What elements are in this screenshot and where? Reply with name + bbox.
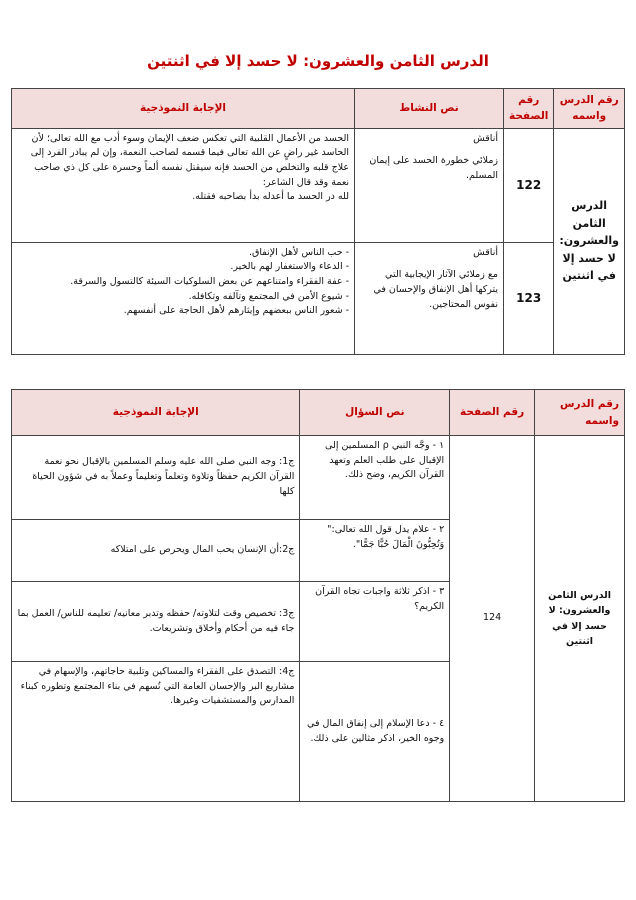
table-row [12, 128, 625, 242]
header-page: رقم الصفحة [504, 89, 554, 129]
list-item: - الدعاء والاستغفار لهم بالخير. [17, 260, 349, 275]
answer-cell [12, 128, 355, 242]
page-title: الدرس الثامن والعشرون: لا حسد إلا في اثنتين [147, 52, 489, 70]
activity-cell [355, 242, 504, 354]
activity-head: أناقش [473, 246, 498, 258]
header-question: نص السؤال [300, 390, 450, 436]
page-cell: 124 [450, 436, 535, 802]
answer-cell [12, 242, 355, 354]
lesson-cell: الدرس الثامن والعشرون: لا حسد إلا في اثنتين [554, 128, 625, 354]
page-cell: 123 [504, 242, 554, 354]
question-cell: ٤ - دعا الإسلام إلى إنفاق المال في وجوه الخير، اذكر مثالين على ذلك. [300, 662, 450, 802]
activity-head: أناقش [473, 132, 498, 144]
answer-cell: ج1: وجه النبي صلى الله عليه وسلم المسلمين بالإقبال نحو نعمة القرآن الكريم حفظاً وتلاوة وتعلماً وتعليماً وعملاً به في شؤون الحياة كلها [12, 436, 300, 520]
question-cell: ٢ - علام يدل قول الله تعالى:" وَتُحِبُّونَ الْمَالَ حُبًّا جَمًّا". [300, 520, 450, 582]
activities-table [11, 88, 625, 355]
header-answer: الإجابة النموذجية [12, 89, 355, 129]
answer-verse: لله در الحسد ما أعدله بدأ بصاحبه فقتله. [192, 191, 350, 203]
answer-list [17, 246, 349, 320]
answer-text: الحسد من الأعمال القلبية التي تعكس ضعف الإيمان وسوء أدب مع الله تعالى؛ لأن الحاسد غير راضٍ عن الله تعالى فيما قسمه لصاحب النعمة، وإن لم يبادر الفرد إلى علاج قلبه والتخلص من الحسد فإنه سيقتل نفسه ألماً وحسرة على كل ذي صاحب نعمة وقد قال الشاعر: [30, 132, 350, 188]
header-answer: الإجابة النموذجية [12, 390, 300, 436]
table-row [12, 436, 625, 520]
activity-text: زملائي خطورة الحسد على إيمان المسلم. [369, 155, 498, 181]
header-page: رقم الصفحة [450, 390, 535, 436]
table-header-row [12, 89, 625, 129]
table-row [12, 242, 625, 354]
answer-cell: ج2:أن الإنسان يحب المال ويحرص على امتلاكه [12, 520, 300, 582]
answer-cell: ج3: تخصيص وقت لتلاوته/ حفظه وتدبر معانيه/ تعليمه للناس/ العمل بما جاء فيه من أحكام وأخلاق وتشريعات. [12, 582, 300, 662]
table-header-row [12, 390, 625, 436]
questions-table [11, 389, 625, 802]
list-item: - حب الناس لأهل الإنفاق. [17, 246, 349, 261]
list-item: - شعور الناس ببعضهم وإيثارهم لأهل الحاجة على أنفسهم. [17, 304, 349, 319]
question-cell: ١ - وجَّه النبي ρ المسلمين إلى الإقبال على طلب العلم وتعهد القرآن الكريم، وضح ذلك. [300, 436, 450, 520]
header-lesson: رقم الدرس واسمه [535, 390, 625, 436]
list-item: - شيوع الأمن في المجتمع وتآلفه وتكافله. [17, 290, 349, 305]
question-cell: ٣ - اذكر ثلاثة واجبات تجاه القرآن الكريم؟ [300, 582, 450, 662]
header-lesson: رقم الدرس واسمه [554, 89, 625, 129]
activity-text: مع زملائي الآثار الإيجابية التي يتركها أهل الإنفاق والإحسان في نفوس المحتاجين. [373, 269, 498, 310]
page-cell: 122 [504, 128, 554, 242]
list-item: - عفة الفقراء وامتناعهم عن بعض السلوكيات السيئة كالتسول والسرقة. [17, 275, 349, 290]
activity-cell [355, 128, 504, 242]
lesson-cell: الدرس الثامن والعشرون: لا حسد إلا في اثنتين [535, 436, 625, 802]
header-activity: نص النشاط [355, 89, 504, 129]
answer-cell: ج4: التصدق على الفقراء والمساكين وتلبية حاجاتهم، والإسهام في مشاريع البر والإحسان العامة التي تُسهم في بناء المجتمع وتطوره كبناء المدارس والمستشفيات وغيرها. [12, 662, 300, 802]
